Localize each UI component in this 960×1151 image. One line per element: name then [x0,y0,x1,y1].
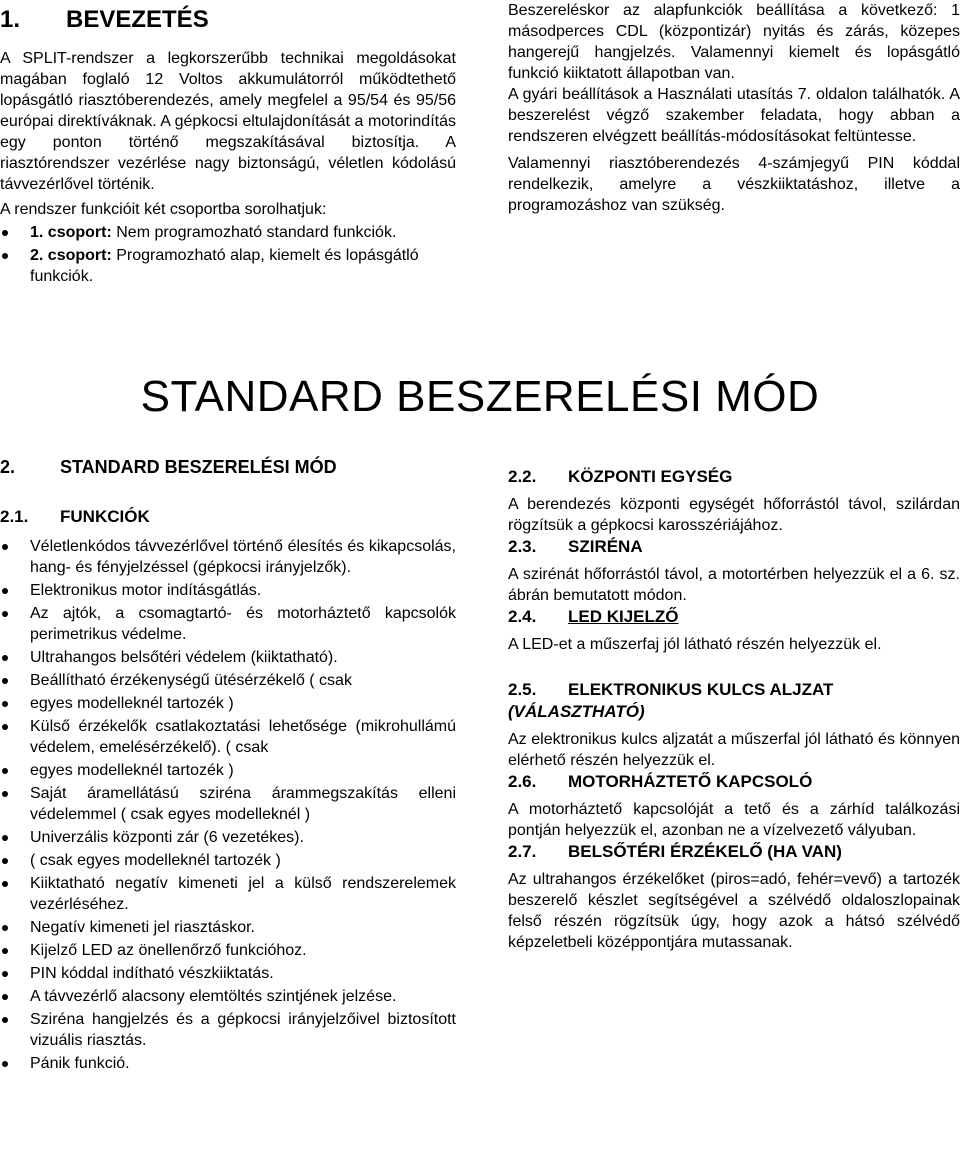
list-item [0,963,456,984]
function-text: Pánik funkció. [30,1055,130,1072]
list-item [0,222,456,243]
bullet-icon [2,858,8,864]
section-title: STANDARD BESZERELÉSI MÓD [60,457,337,477]
list-item [0,827,456,848]
list-item [0,873,456,915]
list-item [0,783,456,825]
function-text: Az ajtók, a csomagtartó- és motorháztető kapcsolók perimetrikus védelme. [30,605,456,643]
bullet-icon [2,230,8,236]
subsection-heading [508,679,960,701]
bullet-icon [2,971,8,977]
section-2-right-column [508,466,960,953]
subsection-heading [508,466,960,488]
paragraph: A szirénát hőforrástól távol, a motortérben helyezzük el a 6. sz. ábrán bemutatott módon. [508,566,960,604]
function-text: egyes modelleknél tartozék ) [30,762,234,779]
subsection-title-line2: (VÁLASZTHATÓ) [508,702,645,721]
subsection-heading-continued [508,701,960,723]
paragraph: A berendezés központi egységét hőforrástól távol, szilárdan rögzítsük a gépkocsi karosszériájához. [508,496,960,534]
bullet-icon [2,948,8,954]
paragraph: Beszereléskor az alapfunkciók beállítása a következő: 1 másodperces CDL (központizár) nyitás és zárás, közepes hangerejű hangjelzés. Valamennyi kiemelt és lopásgátló funkció kiiktatott állapotban van. [508,2,960,82]
group-text: Programozható alap, kiemelt és lopásgátló funkciók. [30,247,419,285]
function-text: Negatív kimeneti jel riasztáskor. [30,919,255,936]
function-text: Elektronikus motor indításgátlás. [30,582,262,599]
function-text: Beállítható érzékenységű ütésérzékelő ( csak [30,672,352,689]
function-text: Sziréna hangjelzés és a gépkocsi irányjelzőivel biztosított vizuális riasztás. [30,1011,456,1049]
subsection-title: FUNKCIÓK [60,507,150,526]
list-item [0,917,456,938]
section-2-left-column [0,456,456,1074]
subsection-heading [508,841,960,863]
paragraph: A gyári beállítások a Használati utasítás 7. oldalon találhatók. A beszerelést végző szakember feladata, hogy abban a rendszeren elvégzett beállítás-módosításokat feltüntesse. [508,86,960,145]
list-item [0,603,456,645]
bullet-icon [2,724,8,730]
function-text: Véletlenkódos távvezérlővel történő élesítés és kikapcsolás, hang- és fényjelzéssel (gépkocsi irányjelzők). [30,538,456,576]
list-item [0,986,456,1007]
subsection-heading [508,771,960,793]
bullet-icon [2,588,8,594]
page-title: STANDARD BESZERELÉSI MÓD [140,372,820,421]
bullet-icon [2,611,8,617]
subsection-title: ELEKTRONIKUS KULCS ALJZAT [568,680,834,699]
subsection-number: 2.3. [508,537,537,556]
function-text: ( csak egyes modelleknél tartozék ) [30,852,281,869]
function-text: Külső érzékelők csatlakoztatási lehetősége (mikrohullámú védelem, emelésérzékelő). ( csak [30,718,456,756]
list-item [0,716,456,758]
list-item [0,536,456,578]
bullet-icon [2,1017,8,1023]
bullet-icon [2,1061,8,1067]
subsection-title: LED KIJELZŐ [568,607,679,626]
subsection-number: 2.7. [508,842,537,861]
function-text: Ultrahangos belsőtéri védelem (kiiktatható). [30,649,338,666]
function-text: Kiiktatható negatív kimeneti jel a külső rendszerelemek vezérléséhez. [30,875,456,913]
list-item [0,1053,456,1074]
list-item [0,580,456,601]
function-text: Kijelző LED az önellenőrző funkcióhoz. [30,942,307,959]
function-text: egyes modelleknél tartozék ) [30,695,234,712]
paragraph: Az elektronikus kulcs aljzatát a műszerfal jól látható és könnyen elérhető részén helyezzük el. [508,731,960,769]
subsection-number: 2.2. [508,467,537,486]
section-number: 2. [0,457,16,477]
intro-paragraph: A SPLIT-rendszer a legkorszerűbb technikai megoldásokat magában foglaló 12 Voltos akkumulátorról működtethető lopásgátló riasztóberendezés, amely megfelel a 95/54 és 95/56 európai direktíváknak. A gépkocsi eltulajdonítását a motorindítás egy ponton történő megszakításával biztosítja. A riasztórendszer vezérlése nagy biztonságú, véletlen kódolású távvezérlővel történik. [0,50,456,193]
group-label: 1. csoport: [30,224,112,241]
subsection-number: 2.1. [0,507,29,526]
group-text: Nem programozható standard funkciók. [111,224,397,241]
group-label: 2. csoport: [30,247,112,264]
bullet-icon [2,791,8,797]
bullet-icon [2,678,8,684]
paragraph: A motorháztető kapcsolóját a tető és a zárhíd találkozási pontján helyezzük el, azonban ne a vízelvezető vályuban. [508,801,960,839]
subsection-title: KÖZPONTI EGYSÉG [568,467,733,486]
list-item [0,940,456,961]
section-number: 1. [0,6,21,33]
bullet-icon [2,544,8,550]
list-item [0,647,456,668]
bullet-icon [2,881,8,887]
subsection-title: BELSŐTÉRI ÉRZÉKELŐ (HA VAN) [568,842,842,861]
groups-intro: A rendszer funkcióit két csoportba sorolhatjuk: [0,201,327,218]
subsection-title: MOTORHÁZTETŐ KAPCSOLÓ [568,772,813,791]
paragraph: Valamennyi riasztóberendezés 4-számjegyű PIN kóddal rendelkezik, amelyre a vészkiiktatáshoz, illetve a programozáshoz van szükség. [508,155,960,214]
list-item [0,760,456,781]
subsection-number: 2.4. [508,607,537,626]
subsection-number: 2.6. [508,772,537,791]
paragraph: Az ultrahangos érzékelőket (piros=adó, fehér=vevő) a tartozék beszerelő készlet segítségével a szélvédő oldaloszlopainak felső részén rögzítsük úgy, hogy azok a hátsó szélvédő képzeletbeli középpontjára mutassanak. [508,871,960,951]
section-title: BEVEZETÉS [66,6,209,33]
bullet-icon [2,994,8,1000]
subsection-title: SZIRÉNA [568,537,643,556]
list-item [0,245,456,287]
bullet-icon [2,925,8,931]
section-1-heading [0,6,456,34]
function-text: PIN kóddal indítható vészkiiktatás. [30,965,274,982]
bullet-icon [2,835,8,841]
list-item [0,850,456,871]
list-item [0,693,456,714]
function-text: Univerzális központi zár (6 vezetékes). [30,829,304,846]
bullet-icon [2,655,8,661]
list-item [0,670,456,691]
bullet-icon [2,253,8,259]
section-1-column [0,6,456,287]
subsection-heading [508,536,960,558]
subsection-number: 2.5. [508,680,537,699]
function-text: Saját áramellátású sziréna árammegszakítás elleni védelemmel ( csak egyes modelleknél ) [30,785,456,823]
list-item [0,1009,456,1051]
section-1-right-column [508,0,960,216]
bullet-icon [2,701,8,707]
functions-list [0,536,456,1074]
subsection-heading [0,506,456,528]
section-2-heading [0,456,456,478]
function-text: A távvezérlő alacsony elemtöltés szintjének jelzése. [30,988,397,1005]
bullet-icon [2,768,8,774]
subsection-heading [508,606,960,628]
paragraph: A LED-et a műszerfaj jól látható részén helyezzük el. [508,636,882,653]
